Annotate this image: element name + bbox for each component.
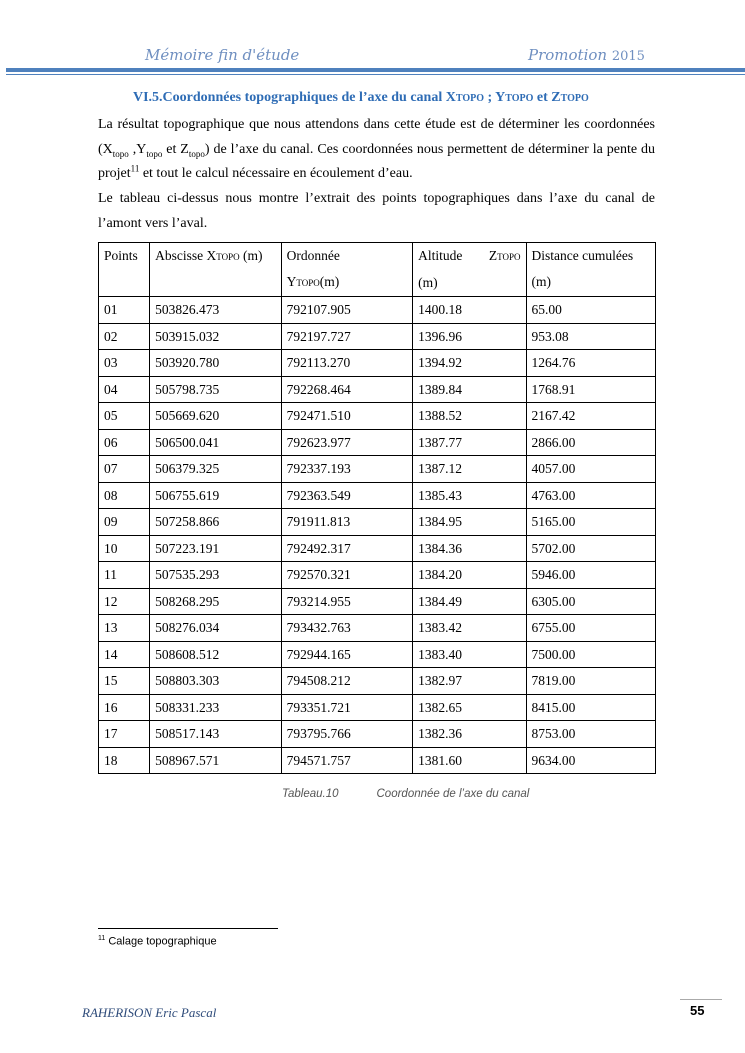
cell-distance-cumulee: 65.00	[526, 297, 655, 324]
table-row	[99, 376, 656, 403]
cell-abscisse-x: 503915.032	[150, 323, 281, 350]
section-title-sep1: ; Y	[483, 90, 506, 105]
cell-point-id: 17	[99, 721, 150, 748]
header-distance-unit: (m)	[531, 274, 552, 289]
header-abscisse-label: Abscisse X	[155, 248, 217, 263]
cell-altitude-z: 1382.65	[413, 694, 526, 721]
cell-ordonnee-y: 792197.727	[281, 323, 412, 350]
cell-point-id: 08	[99, 482, 150, 509]
cell-distance-cumulee: 1768.91	[526, 376, 655, 403]
table-row	[99, 588, 656, 615]
cell-ordonnee-y: 794508.212	[281, 668, 412, 695]
cell-distance-cumulee: 1264.76	[526, 350, 655, 377]
footnote-number: 11	[98, 935, 106, 942]
header-points	[99, 243, 150, 297]
header-year: 2015	[611, 49, 645, 64]
cell-point-id: 05	[99, 403, 150, 430]
cell-abscisse-x: 508803.303	[150, 668, 281, 695]
header-title: Mémoire fin d'étude	[145, 46, 300, 64]
cell-altitude-z: 1387.77	[413, 429, 526, 456]
page-number: 55	[690, 1003, 705, 1018]
cell-distance-cumulee: 5702.00	[526, 535, 655, 562]
header-rule-thin	[6, 74, 745, 75]
cell-point-id: 07	[99, 456, 150, 483]
header-distance	[526, 243, 655, 297]
cell-point-id: 09	[99, 509, 150, 536]
table-row	[99, 456, 656, 483]
cell-point-id: 14	[99, 641, 150, 668]
paragraph-table-intro: Le tableau ci-dessus nous montre l’extrait des points topographiques dans l’axe du canal de l’amont vers l’aval.	[98, 191, 655, 231]
caption-label: Tableau.10	[282, 788, 339, 800]
para1-text-5: et tout le calcul nécessaire en écoulement d’eau.	[139, 166, 413, 181]
header-promotion-label: Promotion	[528, 46, 608, 64]
cell-distance-cumulee: 6755.00	[526, 615, 655, 642]
table-row	[99, 482, 656, 509]
table-row	[99, 350, 656, 377]
cell-distance-cumulee: 7500.00	[526, 641, 655, 668]
section-title-sub-x: TOPO	[455, 93, 484, 104]
cell-ordonnee-y: 792107.905	[281, 297, 412, 324]
cell-abscisse-x: 507223.191	[150, 535, 281, 562]
cell-abscisse-x: 506755.619	[150, 482, 281, 509]
table-row	[99, 509, 656, 536]
header-ordonnee	[281, 243, 412, 297]
cell-point-id: 06	[99, 429, 150, 456]
cell-distance-cumulee: 2866.00	[526, 429, 655, 456]
cell-altitude-z: 1396.96	[413, 323, 526, 350]
header-altitude-unit: (m)	[418, 275, 438, 290]
cell-distance-cumulee: 8753.00	[526, 721, 655, 748]
page-number-rule	[680, 999, 722, 1000]
header-promotion	[528, 46, 645, 64]
cell-distance-cumulee: 5165.00	[526, 509, 655, 536]
cell-ordonnee-y: 792944.165	[281, 641, 412, 668]
cell-ordonnee-y: 792471.510	[281, 403, 412, 430]
table-caption	[282, 788, 529, 800]
cell-altitude-z: 1394.92	[413, 350, 526, 377]
para1-sub-z: topo	[188, 148, 205, 159]
header-abscisse	[150, 243, 281, 297]
header-rule-thick	[6, 68, 745, 72]
cell-ordonnee-y: 793214.955	[281, 588, 412, 615]
cell-ordonnee-y: 793351.721	[281, 694, 412, 721]
cell-point-id: 12	[99, 588, 150, 615]
section-title-sub-y: TOPO	[505, 93, 534, 104]
cell-point-id: 01	[99, 297, 150, 324]
header-ordonnee-y: Y	[286, 274, 297, 289]
cell-point-id: 15	[99, 668, 150, 695]
cell-ordonnee-y: 792570.321	[281, 562, 412, 589]
footnote-separator	[98, 928, 278, 929]
cell-abscisse-x: 508276.034	[150, 615, 281, 642]
cell-altitude-z: 1384.95	[413, 509, 526, 536]
cell-point-id: 18	[99, 747, 150, 774]
header-altitude-z: Z	[488, 248, 498, 263]
table-row	[99, 615, 656, 642]
caption-text: Coordonnée de l’axe du canal	[376, 788, 530, 800]
cell-altitude-z: 1384.20	[413, 562, 526, 589]
cell-distance-cumulee: 7819.00	[526, 668, 655, 695]
footnote-text: Calage topographique	[105, 935, 217, 948]
header-altitude	[413, 243, 526, 297]
section-title	[133, 90, 693, 106]
table-row	[99, 323, 656, 350]
cell-distance-cumulee: 6305.00	[526, 588, 655, 615]
cell-ordonnee-y: 792268.464	[281, 376, 412, 403]
cell-distance-cumulee: 9634.00	[526, 747, 655, 774]
cell-distance-cumulee: 4057.00	[526, 456, 655, 483]
cell-altitude-z: 1384.49	[413, 588, 526, 615]
table-row	[99, 747, 656, 774]
table-row	[99, 641, 656, 668]
cell-ordonnee-y: 793432.763	[281, 615, 412, 642]
cell-ordonnee-y: 792113.270	[281, 350, 412, 377]
cell-altitude-z: 1384.36	[413, 535, 526, 562]
header-distance-label: Distance cumulées	[531, 248, 634, 263]
table-row	[99, 562, 656, 589]
footnote-ref[interactable]: 11	[130, 163, 140, 174]
cell-ordonnee-y: 792363.549	[281, 482, 412, 509]
cell-abscisse-x: 506379.325	[150, 456, 281, 483]
table-row	[99, 721, 656, 748]
cell-point-id: 16	[99, 694, 150, 721]
cell-point-id: 02	[99, 323, 150, 350]
table-row	[99, 694, 656, 721]
section-title-sep2: et Z	[533, 90, 561, 105]
header-ordonnee-unit: (m)	[319, 274, 340, 289]
cell-point-id: 10	[99, 535, 150, 562]
cell-abscisse-x: 505798.735	[150, 376, 281, 403]
cell-distance-cumulee: 5946.00	[526, 562, 655, 589]
cell-ordonnee-y: 792337.193	[281, 456, 412, 483]
section-title-main: VI.5.Coordonnées topographiques de l’axe du canal X	[133, 90, 456, 105]
table-row	[99, 297, 656, 324]
cell-abscisse-x: 503826.473	[150, 297, 281, 324]
cell-abscisse-x: 503920.780	[150, 350, 281, 377]
table-header-row	[99, 243, 656, 297]
header-ordonnee-label: Ordonnée	[286, 248, 340, 263]
cell-altitude-z: 1387.12	[413, 456, 526, 483]
cell-altitude-z: 1400.18	[413, 297, 526, 324]
cell-distance-cumulee: 2167.42	[526, 403, 655, 430]
cell-abscisse-x: 505669.620	[150, 403, 281, 430]
cell-point-id: 13	[99, 615, 150, 642]
cell-abscisse-x: 507535.293	[150, 562, 281, 589]
cell-ordonnee-y: 791911.813	[281, 509, 412, 536]
footer-author: RAHERISON Eric Pascal	[82, 1005, 217, 1020]
cell-ordonnee-y: 792623.977	[281, 429, 412, 456]
table-row	[99, 535, 656, 562]
header-altitude-label: Altitude	[418, 248, 463, 263]
cell-altitude-z: 1381.60	[413, 747, 526, 774]
cell-altitude-z: 1389.84	[413, 376, 526, 403]
cell-altitude-z: 1383.40	[413, 641, 526, 668]
cell-ordonnee-y: 794571.757	[281, 747, 412, 774]
cell-abscisse-x: 506500.041	[150, 429, 281, 456]
para1-text-1: La résultat topographique que nous attendons dans cette étude est de déterminer les coordonnées (X	[98, 117, 655, 157]
coordinates-table	[98, 242, 656, 774]
header-altitude-sub: TOPO	[497, 252, 521, 262]
header-abscisse-sub: TOPO	[216, 252, 240, 262]
para1-text-3: et Z	[162, 141, 189, 157]
cell-altitude-z: 1383.42	[413, 615, 526, 642]
cell-ordonnee-y: 792492.317	[281, 535, 412, 562]
cell-altitude-z: 1382.97	[413, 668, 526, 695]
cell-abscisse-x: 508517.143	[150, 721, 281, 748]
cell-abscisse-x: 508967.571	[150, 747, 281, 774]
cell-point-id: 04	[99, 376, 150, 403]
cell-altitude-z: 1385.43	[413, 482, 526, 509]
header-points-label: Points	[104, 248, 138, 263]
para1-text-2: ,Y	[128, 141, 147, 157]
cell-point-id: 11	[99, 562, 150, 589]
cell-distance-cumulee: 953.08	[526, 323, 655, 350]
table-row	[99, 429, 656, 456]
header-abscisse-unit: (m)	[239, 248, 263, 263]
cell-distance-cumulee: 8415.00	[526, 694, 655, 721]
table-row	[99, 668, 656, 695]
footnote	[98, 935, 217, 948]
cell-abscisse-x: 507258.866	[150, 509, 281, 536]
cell-abscisse-x: 508608.512	[150, 641, 281, 668]
cell-altitude-z: 1388.52	[413, 403, 526, 430]
paragraph-intro	[98, 113, 655, 187]
cell-ordonnee-y: 793795.766	[281, 721, 412, 748]
cell-point-id: 03	[99, 350, 150, 377]
cell-distance-cumulee: 4763.00	[526, 482, 655, 509]
para1-text-4: ) de l’axe du canal. Ces coordonnées nous permettent de déterminer la pente du projet	[98, 141, 655, 181]
header-ordonnee-sub: TOPO	[296, 278, 320, 288]
para1-sub-y: topo	[146, 148, 163, 159]
cell-altitude-z: 1382.36	[413, 721, 526, 748]
para1-sub-x: topo	[112, 148, 129, 159]
table-row	[99, 403, 656, 430]
cell-abscisse-x: 508268.295	[150, 588, 281, 615]
cell-abscisse-x: 508331.233	[150, 694, 281, 721]
section-title-sub-z: TOPO	[560, 93, 589, 104]
